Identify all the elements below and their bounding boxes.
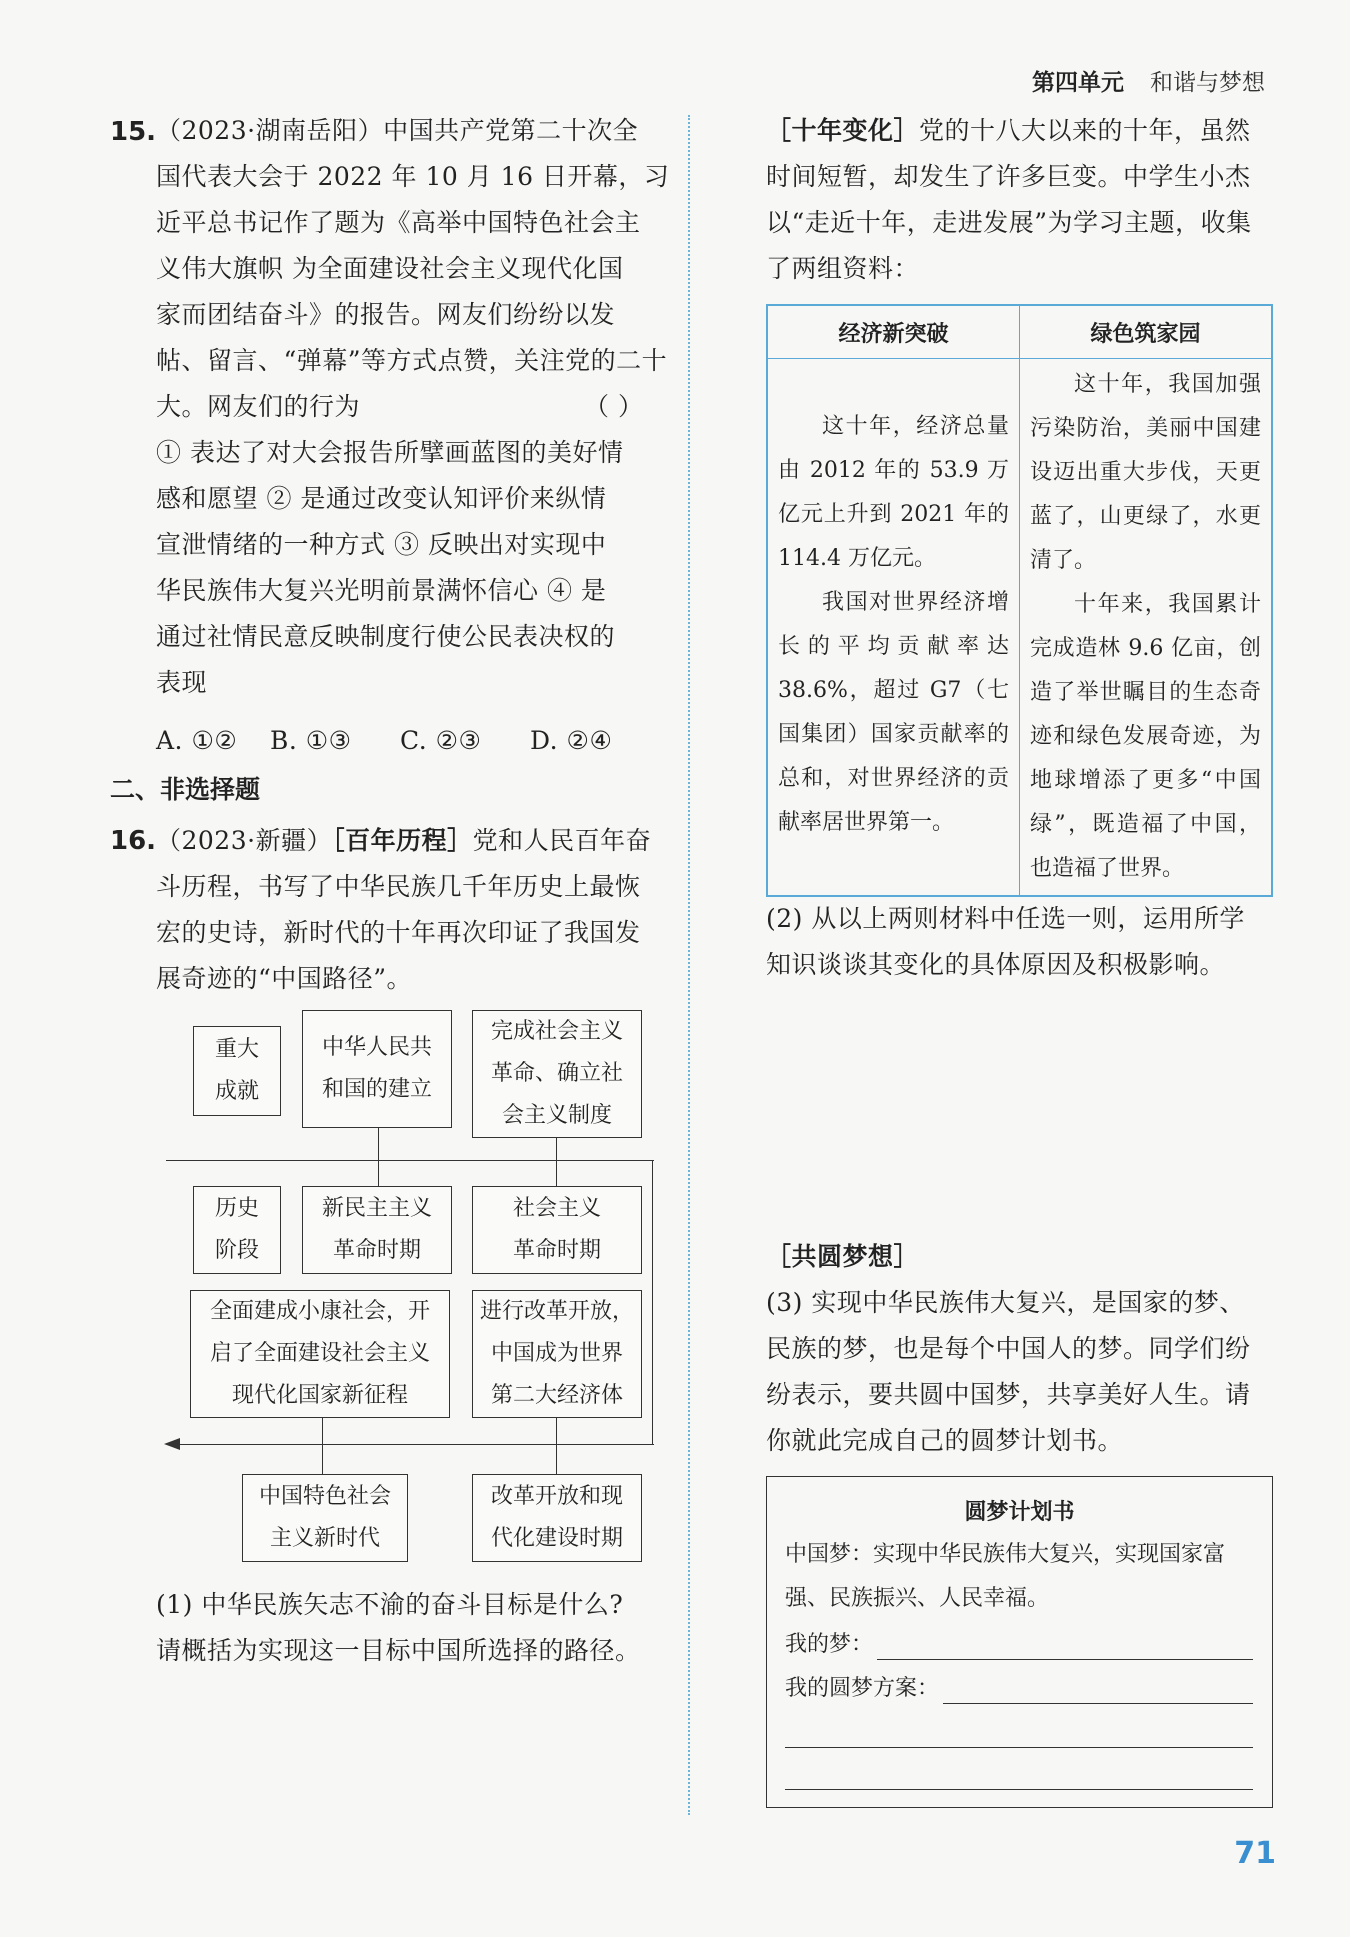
plan-title: 圆梦计划书	[964, 1500, 1075, 1525]
comparison-table	[766, 304, 1273, 897]
my-dream-answer-line[interactable]	[877, 1659, 1253, 1660]
my-plan-answer-line-1[interactable]	[943, 1703, 1253, 1704]
answer-blank: （ ）	[584, 392, 644, 421]
page-number: 71	[1234, 1836, 1276, 1871]
choice-c[interactable]: C. ②③	[400, 726, 482, 755]
decade-material: ［十年变化］党的十八大以来的十年，虽然 时间短暂，却发生了许多巨变。中学生小杰 以“走近十年，走进发展”为学习主题，收集 了两组资料：	[766, 116, 1252, 283]
table-header-economy: 经济新突破	[767, 305, 1020, 359]
reform-stage-box: 改革开放和现 代化建设时期	[472, 1474, 642, 1562]
question-15-number: 15.	[110, 117, 157, 147]
reform-achievement-box: 进行改革开放， 中国成为世界 第二大经济体	[472, 1290, 642, 1418]
question-16-part-2: (2) 从以上两则材料中任选一则，运用所学 知识谈谈其变化的具体原因及积极影响。	[766, 904, 1245, 979]
choice-a[interactable]: A. ①②	[156, 726, 238, 755]
achievements-label-box: 重大 成就	[193, 1026, 281, 1116]
choice-d[interactable]: D. ②④	[530, 726, 613, 755]
my-dream-label: 我的梦：	[785, 1632, 874, 1657]
bottom-right-connector	[652, 1418, 653, 1445]
my-plan-answer-line-2[interactable]	[785, 1747, 1253, 1748]
xiaokang-box: 全面建成小康社会，开 启了全面建设社会主义 现代化国家新征程	[190, 1290, 450, 1418]
unit-title: 第四单元	[1032, 70, 1124, 96]
my-plan-answer-line-3[interactable]	[785, 1789, 1253, 1790]
green-cell: 这十年，我国加强污染防治，美丽中国建设迈出重大步伐，天更蓝了，山更绿了，水更清了。 十年来，我国累计完成造林 9.6 亿亩，创造了举世瞩目的生态奇迹和绿色发展奇迹，为地球增添了更多“中国绿”，既造福了中国，也造福了世界。	[1020, 359, 1273, 897]
choice-b[interactable]: B. ①③	[270, 726, 352, 755]
table-header-green: 绿色筑家园	[1020, 305, 1273, 359]
dream-tag: ［共圆梦想］	[766, 1242, 920, 1271]
column-divider	[688, 115, 690, 1815]
connector-founding	[378, 1128, 379, 1186]
plan-china-dream-line1: 中国梦：实现中华民族伟大复兴，实现国家富	[785, 1542, 1226, 1567]
question-15-stem: （2023·湖南岳阳）中国共产党第二十次全 国代表大会于 2022 年 10 月 16 日开幕，习 近平总书记作了题为《高举中国特色社会主 义伟大旗帜 为全面建设社会主义现代化国 家而团结奋斗》的报告。网友们纷纷以发 帖、留言、“弹幕”等方式点赞，关注党的二十 大。网友们的行为	[156, 116, 670, 421]
dream-plan-box	[766, 1476, 1273, 1808]
new-era-stage-box: 中国特色社会 主义新时代	[242, 1474, 408, 1562]
connector-xiaokang	[322, 1418, 323, 1474]
bottom-timeline	[176, 1444, 654, 1445]
plan-china-dream-line2: 强、民族振兴、人民幸福。	[785, 1586, 1050, 1611]
question-16-part-1: (1) 中华民族矢志不渝的奋斗目标是什么? 请概括为实现这一目标中国所选择的路径。	[156, 1590, 641, 1665]
question-16-number: 16.	[110, 826, 157, 856]
question-16-stem: （2023·新疆）［百年历程］党和人民百年奋 斗历程，书写了中华民族几千年历史上最恢 宏的史诗，新时代的十年再次印证了我国发 展奇迹的“中国路径”。	[156, 826, 652, 993]
connector-reform	[556, 1418, 557, 1474]
unit-theme: 和谐与梦想	[1150, 70, 1265, 96]
connector-socialist	[556, 1138, 557, 1186]
timeline-right-connector	[652, 1160, 653, 1420]
socialist-system-box: 完成社会主义 革命、确立社 会主义制度	[472, 1010, 642, 1138]
socialist-revolution-stage-box: 社会主义 革命时期	[472, 1186, 642, 1274]
economy-cell: 这十年，经济总量由 2012 年的 53.9 万亿元上升到 2021 年的 114.4 万亿元。 我国对世界经济增长的平均贡献率达 38.6%，超过 G7（七国集团）国家贡献率的总和，对世界经济的贡献率居世界第一。	[767, 359, 1020, 897]
question-16-part-3: (3) 实现中华民族伟大复兴，是国家的梦、 民族的梦，也是每个中国人的梦。同学们纷 纷表示，要共圆中国梦，共享美好人生。请 你就此完成自己的圆梦计划书。	[766, 1288, 1251, 1455]
new-democratic-stage-box: 新民主主义 革命时期	[302, 1186, 452, 1274]
founding-box: 中华人民共 和国的建立	[302, 1010, 452, 1128]
stages-label-box: 历史 阶段	[193, 1186, 281, 1274]
my-plan-label: 我的圆梦方案：	[785, 1676, 940, 1701]
top-timeline	[166, 1160, 654, 1161]
section-title: 二、非选择题	[110, 775, 261, 804]
arrow-left-icon	[164, 1436, 180, 1452]
question-15-statements: ① 表达了对大会报告所擘画蓝图的美好情 感和愿望 ② 是通过改变认知评价来纵情 宣泄情绪的一种方式 ③ 反映出对实现中 华民族伟大复兴光明前景满怀信心 ④ 是 通过社情民意反映制度行使公民表决权的 表现	[156, 438, 624, 697]
